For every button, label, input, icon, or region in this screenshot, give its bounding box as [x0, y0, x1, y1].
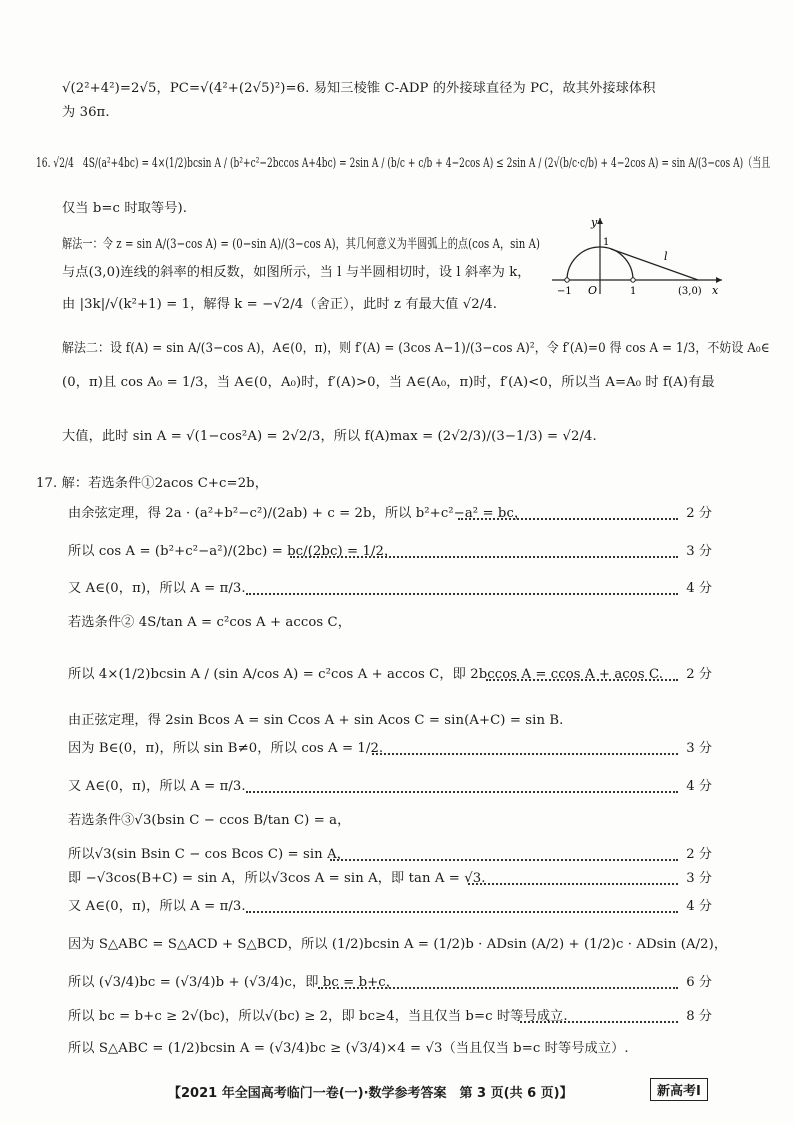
solution-line: 又 A∈(0，π)，所以 A = π/3.: [68, 779, 246, 794]
score-label: 2 分: [686, 847, 712, 862]
solution-line: 16. √2/4 4S/(a²+4bc) = 4×(1/2)bcsin A / (b²+c²−2bccos A+4bc) = 2sin A / (b/c + c/b + 4−2cos A) ≤ 2sin A / (2√(b/c·c/b) + 4−2cos A) = sin A/(3−cos A)（当且: [36, 156, 771, 171]
y-axis-label: y: [591, 216, 598, 229]
solution-line: 即 −√3cos(B+C) = sin A，所以√3cos A = sin A，即 tan A = √3.: [68, 871, 486, 886]
solution-line: 17. 解：若选条件①2acos C+c=2b，: [36, 476, 269, 491]
x-tick-one: 1: [630, 286, 637, 297]
solution-line: 由余弦定理，得 2a · (a²+b²−c²)/(2ab) + c = 2b，所以 b²+c²−a² = bc，: [68, 506, 528, 521]
x-axis-label: x: [712, 284, 719, 297]
score-label: 3 分: [686, 871, 712, 886]
solution-line: 所以 cos A = (b²+c²−a²)/(2bc) = bc/(2bc) = 1/2，: [68, 544, 398, 559]
tangent-line-l: [611, 249, 698, 280]
solution-line: √(2²+4²)=2√5，PC=√(4²+(2√5)²)=6. 易知三棱锥 C-ADP 的外接球直径为 PC，故其外接球体积: [62, 81, 656, 96]
solution-line: 因为 B∈(0，π)，所以 sin B≠0，所以 cos A = 1/2.: [68, 741, 384, 756]
solution-line: 所以√3(sin Bsin C − cos Bcos C) = sin A，: [68, 847, 350, 862]
dotted-leader: [458, 516, 678, 520]
solution-line: 因为 S△ABC = S△ACD + S△BCD，所以 (1/2)bcsin A = (1/2)b · ADsin (A/2) + (1/2)c · ADsin (A/2)，: [68, 937, 728, 952]
score-label: 6 分: [686, 975, 712, 990]
solution-line: 所以 S△ABC = (1/2)bcsin A = (√3/4)bc ≥ (√3/4)×4 = √3（当且仅当 b=c 时等号成立）.: [68, 1041, 629, 1056]
score-label: 8 分: [686, 1009, 712, 1024]
solution-line: 为 36π.: [62, 105, 110, 120]
solution-line: (0，π)且 cos A₀ = 1/3，当 A∈(0，A₀)时，f′(A)>0，当 A∈(A₀，π)时，f′(A)<0，所以当 A=A₀ 时 f(A)有最: [62, 375, 715, 390]
x-tick-neg-one: −1: [557, 286, 572, 297]
solution-line: 与点(3,0)连线的斜率的相反数，如图所示，当 l 与半圆相切时，设 l 斜率为 k，: [62, 265, 531, 280]
dotted-leader: [520, 1019, 678, 1023]
solution-line: 解法二：设 f(A) = sin A/(3−cos A)，A∈(0，π)，则 f′(A) = (3cos A−1)/(3−cos A)²，令 f′(A)=0 得 cos A = 1/3，不妨设 A₀∈: [62, 341, 770, 356]
solution-line: 又 A∈(0，π)，所以 A = π/3.: [68, 899, 246, 914]
solution-line: 由正弦定理，得 2sin Bcos A = sin Ccos A + sin Acos C = sin(A+C) = sin B.: [68, 713, 564, 728]
dotted-leader: [330, 857, 678, 861]
dotted-leader: [372, 751, 678, 755]
dotted-leader: [486, 677, 678, 681]
score-label: 4 分: [686, 779, 712, 794]
origin-label: O: [588, 284, 598, 297]
y-tick-one: 1: [603, 237, 610, 248]
score-label: 2 分: [686, 506, 712, 521]
solution-line: 所以 4×(1/2)bcsin A / (sin A/cos A) = c²cos A + accos C，即 2bccos A = ccos A + acos C.: [68, 667, 663, 682]
point-three-zero: (3,0): [678, 286, 702, 297]
line-l-label: l: [664, 250, 668, 263]
solution-line: 解法一：令 z = sin A/(3−cos A) = (0−sin A)/(3−cos A)，其几何意义为半圆弧上的点(cos A，sin A): [62, 237, 541, 252]
score-label: 3 分: [686, 741, 712, 756]
y-axis-arrow: [597, 218, 603, 224]
semicircle-graph: [548, 214, 726, 298]
solution-line: 大值，此时 sin A = √(1−cos²A) = 2√2/3，所以 f(A)max = (2√2/3)/(3−1/3) = √2/4.: [62, 429, 597, 444]
dotted-leader: [246, 591, 678, 595]
solution-line: 又 A∈(0，π)，所以 A = π/3.: [68, 581, 246, 596]
score-label: 3 分: [686, 544, 712, 559]
dotted-leader: [468, 881, 678, 885]
dotted-leader: [246, 789, 678, 793]
score-label: 2 分: [686, 667, 712, 682]
dotted-leader: [318, 985, 678, 989]
solution-line: 仅当 b=c 时取等号).: [62, 201, 188, 216]
score-label: 4 分: [686, 581, 712, 596]
dotted-leader: [290, 554, 678, 558]
point-one: [631, 278, 635, 282]
point-neg-one: [565, 278, 569, 282]
solution-line: 若选条件② 4S/tan A = c²cos A + accos C，: [68, 615, 352, 630]
score-label: 4 分: [686, 899, 712, 914]
dotted-leader: [246, 909, 678, 913]
solution-line: 所以 bc = b+c ≥ 2√(bc)，所以√(bc) ≥ 2，即 bc≥4，当且仅当 b=c 时等号成立.: [68, 1009, 568, 1024]
solution-line: 由 |3k|/√(k²+1) = 1，解得 k = −√2/4（舍正），此时 z 有最大值 √2/4.: [62, 297, 498, 312]
exam-badge: 新高考Ⅰ: [650, 1078, 708, 1101]
solution-line: 所以 (√3/4)bc = (√3/4)b + (√3/4)c，即 bc = b+c，: [68, 975, 400, 990]
x-axis-arrow: [716, 277, 722, 283]
solution-line: 若选条件③√3(bsin C − ccos B/tan C) = a，: [68, 813, 351, 828]
page-footer: 【2021 年全国高考临门一卷(一)·数学参考答案 第 3 页(共 6 页)】: [168, 1086, 573, 1101]
